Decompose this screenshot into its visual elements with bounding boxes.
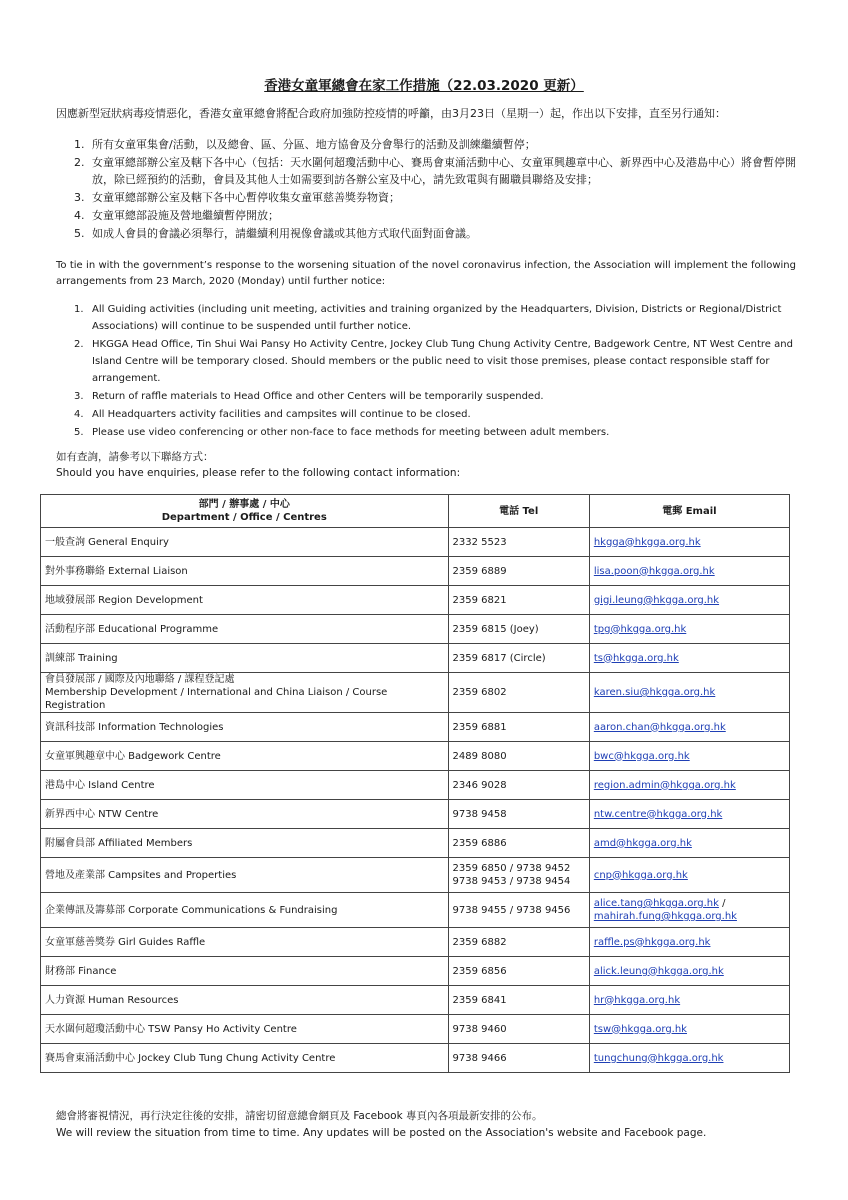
tel-cell: 9738 9455 / 9738 9456 <box>448 893 589 928</box>
department-cell: 對外事務聯絡 External Liaison <box>41 557 449 586</box>
department-cell: 女童軍慈善獎券 Girl Guides Raffle <box>41 928 449 957</box>
email-link[interactable]: alice.tang@hkgga.org.hk <box>593 898 719 909</box>
tel-cell: 2359 6821 <box>448 586 589 615</box>
table-row <box>41 557 790 586</box>
email-link[interactable]: cnp@hkgga.org.hk <box>593 869 688 881</box>
tel-cell: 2359 6841 <box>448 986 589 1015</box>
enquiry-note <box>56 449 796 481</box>
department-cell: 港島中心 Island Centre <box>41 771 449 800</box>
tel-cell: 2359 6815 (Joey) <box>448 615 589 644</box>
email-cell <box>589 829 789 858</box>
email-link[interactable]: hr@hkgga.org.hk <box>593 994 681 1006</box>
email-link[interactable]: region.admin@hkgga.org.hk <box>593 779 736 791</box>
table-row <box>41 800 790 829</box>
list-item: 5. 如成人會員的會議必須舉行，請繼續利用視像會議或其他方式取代面對面會議。 <box>74 227 477 240</box>
email-cell <box>589 1015 789 1044</box>
email-cell <box>589 1044 789 1073</box>
email-link[interactable]: karen.siu@hkgga.org.hk <box>593 687 716 698</box>
email-link[interactable]: mahirah.fung@hkgga.org.hk <box>593 911 737 922</box>
list-item: 3. Return of raffle materials to Head Office and other Centers will be temporarily suspended. <box>74 391 544 402</box>
table-row <box>41 829 790 858</box>
email-separator: / <box>718 898 726 909</box>
email-cell <box>589 858 789 893</box>
email-cell <box>589 771 789 800</box>
list-item: 2. 女童軍總部辦公室及轄下各中心（包括：天水圍何超瓊活動中心、賽馬會東涌活動中心、女童軍興趣章中心、新界西中心及港島中心）將會暫停開放，除已經預約的活動，會員及其他人士如需要到訪各辦公室及中心，請先致電與有關職員聯絡及安排； <box>74 156 796 186</box>
tel-cell: 2359 6802 <box>448 673 589 713</box>
table-row <box>41 771 790 800</box>
email-link[interactable]: tpg@hkgga.org.hk <box>593 623 687 635</box>
tel-cell: 2489 8080 <box>448 742 589 771</box>
email-link[interactable]: ntw.centre@hkgga.org.hk <box>593 808 723 820</box>
email-link[interactable]: bwc@hkgga.org.hk <box>593 750 690 762</box>
table-row <box>41 1044 790 1073</box>
header-tel: 電話 Tel <box>448 495 589 528</box>
department-cell: 附屬會員部 Affiliated Members <box>41 829 449 858</box>
table-row <box>41 858 790 893</box>
footer-note <box>56 1108 796 1142</box>
department-cell: 營地及產業部 Campsites and Properties <box>41 858 449 893</box>
email-cell <box>589 586 789 615</box>
department-cell: 資訊科技部 Information Technologies <box>41 713 449 742</box>
email-cell <box>589 615 789 644</box>
enquiry-chinese: 如有查詢，請參考以下聯絡方式： <box>56 451 214 463</box>
list-item: 5. Please use video conferencing or other non-face to face methods for meeting between adult members. <box>74 427 610 438</box>
list-item: 2. HKGGA Head Office, Tin Shui Wai Pansy Ho Activity Centre, Jockey Club Tung Chung Activity Centre, Badgework Centre, NT West Centre and Island Centre will be temporary closed. Should members or the public need to visit those premises, please contact responsible staff for arrangement. <box>74 339 793 384</box>
list-item: 4. 女童軍總部設施及營地繼續暫停開放； <box>74 209 279 222</box>
department-cell: 企業傳訊及籌募部 Corporate Communications & Fundraising <box>41 893 449 928</box>
department-cell: 地域發展部 Region Development <box>41 586 449 615</box>
email-link[interactable]: hkgga@hkgga.org.hk <box>593 536 701 548</box>
list-item: 1. All Guiding activities (including unit meeting, activities and training organized by the Headquarters, Division, Districts or Regional/District Associations) will continue to be suspended until further notice. <box>74 304 782 332</box>
department-cell: 人力資源 Human Resources <box>41 986 449 1015</box>
table-row <box>41 893 790 928</box>
email-link[interactable]: tungchung@hkgga.org.hk <box>593 1052 724 1064</box>
email-cell <box>589 557 789 586</box>
header-department: 部門 / 辦事處 / 中心 Department / Office / Centres <box>41 495 449 528</box>
tel-cell: 9738 9466 <box>448 1044 589 1073</box>
email-link[interactable]: gigi.leung@hkgga.org.hk <box>593 594 720 606</box>
email-cell <box>589 800 789 829</box>
table-row <box>41 928 790 957</box>
table-row <box>41 615 790 644</box>
list-item: 3. 女童軍總部辦公室及轄下各中心暫停收集女童軍慈善獎券物資； <box>74 191 400 204</box>
department-cell: 財務部 Finance <box>41 957 449 986</box>
tel-cell: 2359 6817 (Circle) <box>448 644 589 673</box>
table-row <box>41 673 790 713</box>
tel-cell: 2359 6889 <box>448 557 589 586</box>
email-cell <box>589 644 789 673</box>
table-row <box>41 742 790 771</box>
table-row <box>41 586 790 615</box>
email-cell <box>589 928 789 957</box>
tel-cell: 2332 5523 <box>448 528 589 557</box>
tel-cell: 2359 6882 <box>448 928 589 957</box>
table-row <box>41 713 790 742</box>
email-cell <box>589 673 789 713</box>
table-row <box>41 1015 790 1044</box>
email-link[interactable]: alick.leung@hkgga.org.hk <box>593 965 724 977</box>
department-cell: 訓練部 Training <box>41 644 449 673</box>
table-row <box>41 957 790 986</box>
tel-cell: 2359 6850 / 9738 9452 9738 9453 / 9738 9454 <box>448 858 589 893</box>
intro-english: To tie in with the government’s response to the worsening situation of the novel coronavirus infection, the Association will implement the following arrangements from 23 March, 2020 (Monday) until further notice: <box>56 260 796 287</box>
list-item: 1. 所有女童軍集會/活動，以及總會、區、分區、地方協會及分會舉行的活動及訓練繼續暫停； <box>74 138 536 151</box>
tel-cell: 9738 9460 <box>448 1015 589 1044</box>
footer-chinese: 總會將審視情況，再行決定往後的安排，請密切留意總會網頁及 Facebook 專頁內各項最新安排的公布。 <box>56 1110 543 1122</box>
email-link[interactable]: amd@hkgga.org.hk <box>593 837 692 849</box>
header-email: 電郵 Email <box>589 495 789 528</box>
email-cell <box>589 957 789 986</box>
email-cell <box>589 713 789 742</box>
email-cell <box>589 893 789 928</box>
department-cell: 新界西中心 NTW Centre <box>41 800 449 829</box>
email-link[interactable]: raffle.ps@hkgga.org.hk <box>593 936 711 948</box>
table-row <box>41 986 790 1015</box>
department-cell: 一般查詢 General Enquiry <box>41 528 449 557</box>
email-cell <box>589 986 789 1015</box>
table-header-row <box>41 495 790 528</box>
tel-cell: 2359 6856 <box>448 957 589 986</box>
table-row <box>41 528 790 557</box>
department-cell: 女童軍興趣章中心 Badgework Centre <box>41 742 449 771</box>
email-link[interactable]: ts@hkgga.org.hk <box>593 652 679 664</box>
tel-cell: 9738 9458 <box>448 800 589 829</box>
department-cell: 賽馬會東涌活動中心 Jockey Club Tung Chung Activity Centre <box>41 1044 449 1073</box>
tel-cell: 2346 9028 <box>448 771 589 800</box>
footer-english: We will review the situation from time to time. Any updates will be posted on the Association's website and Facebook page. <box>56 1127 707 1139</box>
department-cell: 天水圍何超瓊活動中心 TSW Pansy Ho Activity Centre <box>41 1015 449 1044</box>
intro-chinese: 因應新型冠狀病毒疫情惡化，香港女童軍總會將配合政府加強防控疫情的呼籲，由3月23日（星期一）起，作出以下安排，直至另行通知： <box>56 107 726 120</box>
list-item: 4. All Headquarters activity facilities and campsites will continue to be closed. <box>74 409 471 420</box>
table-row <box>41 644 790 673</box>
department-cell: 會員發展部 / 國際及內地聯絡 / 課程登記處 Membership Development / International and China Liaison / Course Registration <box>41 673 449 713</box>
enquiry-english: Should you have enquiries, please refer to the following contact information: <box>56 467 461 479</box>
tel-cell: 2359 6881 <box>448 713 589 742</box>
contact-table <box>40 494 790 1073</box>
measures-list-chinese <box>74 136 796 243</box>
email-link[interactable]: aaron.chan@hkgga.org.hk <box>593 721 726 733</box>
page-title: 香港女童軍總會在家工作措施（22.03.2020 更新） <box>264 78 584 94</box>
department-cell: 活動程序部 Educational Programme <box>41 615 449 644</box>
email-cell <box>589 742 789 771</box>
tel-cell: 2359 6886 <box>448 829 589 858</box>
email-cell <box>589 528 789 557</box>
email-link[interactable]: tsw@hkgga.org.hk <box>593 1023 687 1035</box>
measures-list-english <box>74 301 796 442</box>
email-link[interactable]: lisa.poon@hkgga.org.hk <box>593 565 715 577</box>
